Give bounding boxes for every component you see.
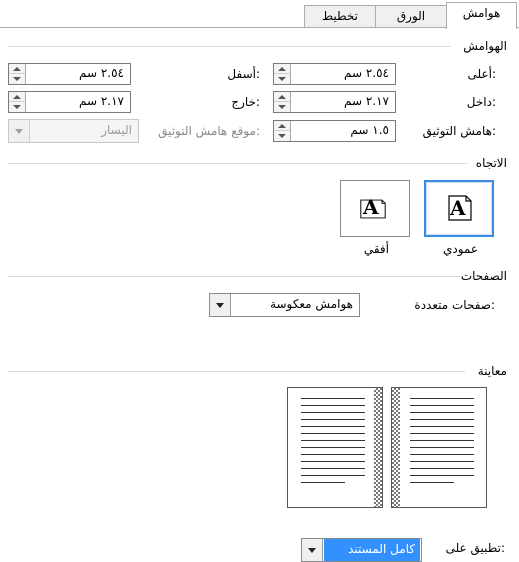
top-label: أعلى: (467, 67, 496, 81)
preview-left-page (287, 387, 383, 508)
gutter-hatch (392, 388, 400, 507)
apply-to-value[interactable]: كامل المستند (348, 542, 415, 556)
portrait-option[interactable] (424, 180, 494, 237)
margins-heading: الهوامش (463, 39, 507, 53)
tab-margins[interactable]: هوامش (446, 2, 517, 29)
outside-label: خارج: (231, 95, 260, 109)
inside-margin-value[interactable]: ٢.١٧ سم (343, 94, 389, 108)
margins-rule (8, 46, 451, 47)
gutter-position-select[interactable] (8, 119, 139, 143)
preview-heading: معاينة (477, 364, 507, 378)
gutter-hatch (374, 388, 382, 507)
gutter-position-value[interactable]: اليسار (101, 123, 132, 137)
tab-divider (0, 27, 519, 28)
gutter-spinner[interactable] (273, 120, 396, 142)
text-lines (410, 398, 474, 489)
top-margin-spinner[interactable] (273, 63, 396, 85)
apply-to-select[interactable] (301, 538, 422, 562)
spin-up-icon[interactable] (274, 64, 290, 74)
spin-up-icon[interactable] (274, 92, 290, 102)
inside-margin-spinner[interactable] (273, 91, 396, 113)
spin-down-icon[interactable] (274, 131, 290, 141)
chevron-down-icon[interactable] (210, 294, 231, 316)
portrait-letter: A (450, 196, 466, 220)
spin-up-icon[interactable] (274, 121, 290, 131)
orientation-rule (8, 163, 468, 164)
preview-right-page (391, 387, 487, 508)
text-lines (301, 398, 365, 489)
bottom-label: أسفل: (227, 67, 260, 81)
portrait-label[interactable]: عمودي (442, 242, 478, 256)
chevron-down-icon[interactable] (9, 120, 30, 142)
landscape-label[interactable]: أفقي (363, 242, 389, 256)
multiple-pages-select[interactable] (209, 293, 360, 317)
gutter-position-label: موقع هامش التوثيق: (158, 124, 260, 138)
spin-down-icon[interactable] (9, 74, 25, 84)
tab-layout[interactable]: تخطيط (304, 5, 376, 27)
chevron-down-icon[interactable] (302, 539, 323, 561)
spin-down-icon[interactable] (274, 102, 290, 112)
gutter-value[interactable]: ١.٥ سم (350, 123, 389, 137)
multiple-pages-label: صفحات متعددة: (414, 298, 495, 312)
inside-label: داخل: (466, 95, 496, 109)
top-margin-value[interactable]: ٢.٥٤ سم (343, 66, 389, 80)
spin-up-icon[interactable] (9, 64, 25, 74)
gutter-label: هامش التوثيق: (422, 124, 496, 138)
preview-rule (8, 371, 465, 372)
landscape-option[interactable] (340, 180, 410, 237)
pages-heading: الصفحات (460, 269, 507, 283)
tab-paper[interactable]: الورق (375, 5, 447, 27)
multiple-pages-value[interactable]: هوامش معكوسة (270, 297, 353, 311)
spin-down-icon[interactable] (9, 102, 25, 112)
landscape-letter: A (363, 195, 379, 219)
pages-rule (8, 276, 460, 277)
outside-margin-value[interactable]: ٢.١٧ سم (78, 94, 124, 108)
orientation-heading: الاتجاه (475, 156, 507, 170)
apply-to-label: تطبيق على: (445, 541, 505, 555)
bottom-margin-spinner[interactable] (8, 63, 131, 85)
bottom-margin-value[interactable]: ٢.٥٤ سم (78, 66, 124, 80)
spin-down-icon[interactable] (274, 74, 290, 84)
spin-up-icon[interactable] (9, 92, 25, 102)
outside-margin-spinner[interactable] (8, 91, 131, 113)
